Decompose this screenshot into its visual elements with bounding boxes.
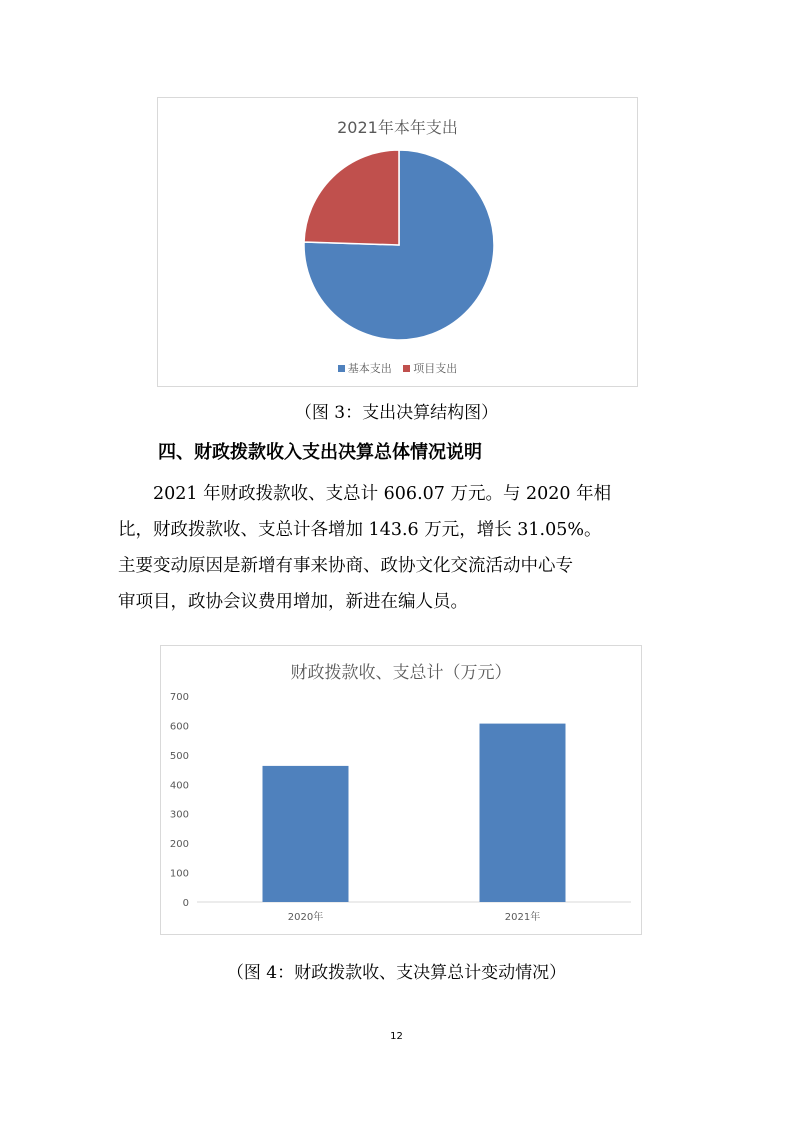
x-tick-label: 2020年 xyxy=(287,912,324,923)
paragraph-line-3: 主要变动原因是新增有事来协商、政协文化交流活动中心专 xyxy=(118,556,573,576)
section-heading: 四、财政拨款收入支出决算总体情况说明 xyxy=(158,442,482,463)
bar-chart xyxy=(160,645,642,935)
legend-item-project xyxy=(403,360,457,376)
y-tick-label: 100 xyxy=(169,868,189,880)
legend-swatch-project xyxy=(403,365,410,372)
legend-swatch-basic xyxy=(338,365,345,372)
legend-label-project: 项目支出 xyxy=(413,362,458,375)
x-tick-label: 2021年 xyxy=(504,912,541,923)
page-number: 12 xyxy=(390,1031,403,1042)
paragraph-line-4: 审项目，政协会议费用增加，新进在编人员。 xyxy=(118,592,468,612)
body-paragraph xyxy=(118,476,678,620)
bar-2020年 xyxy=(263,766,349,902)
pie-chart xyxy=(157,97,638,387)
y-tick-label: 500 xyxy=(169,750,189,762)
figure4-caption: （图 4：财政拨款收、支决算总计变动情况） xyxy=(226,963,567,983)
y-tick-label: 700 xyxy=(169,692,189,703)
pie-chart-plot xyxy=(158,98,637,358)
pie-chart-title: 2021年本年支出 xyxy=(337,118,458,137)
bar-chart-title: 财政拨款收、支总计（万元） xyxy=(290,663,512,683)
y-tick-label: 300 xyxy=(169,809,189,821)
legend-label-basic: 基本支出 xyxy=(347,362,392,375)
y-tick-label: 0 xyxy=(182,898,189,909)
pie-slice-project xyxy=(304,150,399,245)
y-tick-label: 400 xyxy=(169,780,189,792)
y-tick-label: 200 xyxy=(169,839,189,851)
y-tick-label: 600 xyxy=(169,721,189,733)
bar-chart-plot xyxy=(161,646,641,934)
paragraph-line-1: 2021 年财政拨款收、支总计 606.07 万元。与 2020 年相 xyxy=(153,484,612,504)
legend-item-basic xyxy=(338,360,392,376)
bar-2021年 xyxy=(480,724,566,902)
paragraph-line-2: 比，财政拨款收、支总计各增加 143.6 万元，增长 31.05%。 xyxy=(118,520,602,540)
pie-legend xyxy=(158,360,637,376)
figure3-caption: （图 3：支出决算结构图） xyxy=(294,403,499,423)
